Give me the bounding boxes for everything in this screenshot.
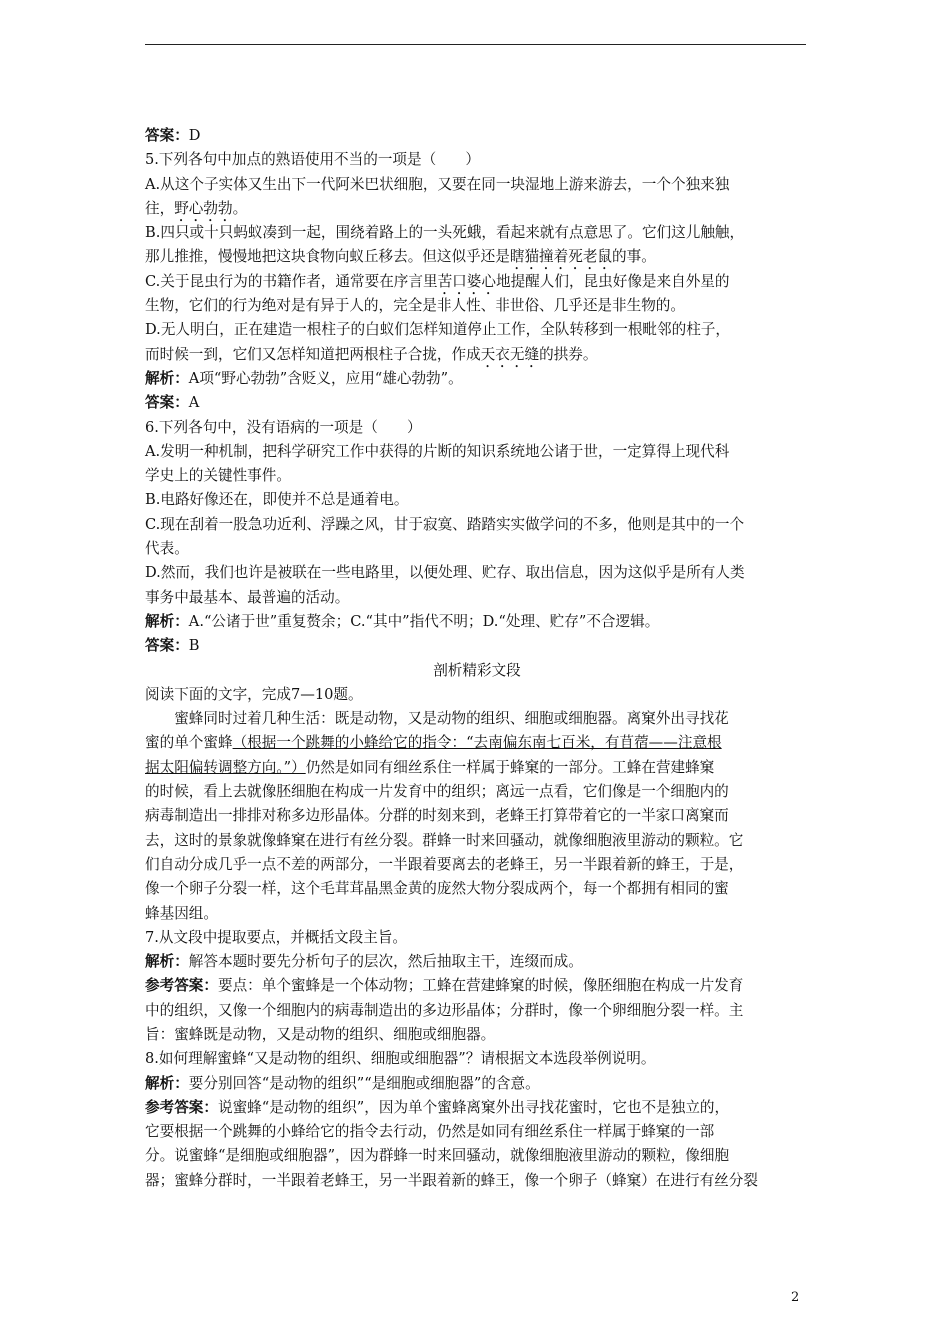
text-segment: 往， xyxy=(145,199,175,217)
q6-stem: 6.下列各句中，没有语病的一项是（ ） xyxy=(145,418,422,436)
q4-answer xyxy=(145,124,809,148)
analysis-text: A.“公诸于世”重复赘余；C.“其中”指代不明；D.“处理、贮存”不合逻辑。 xyxy=(188,612,660,630)
q5-stem: 5.下列各句中加点的熟语使用不当的一项是（ ） xyxy=(145,151,480,169)
q6-option-b: B.电路好像还在，即使并不总是通着电。 xyxy=(145,491,409,509)
text-segment: 的拱券。 xyxy=(539,345,598,363)
answer-value: A xyxy=(188,394,200,412)
text-segment: 的事。 xyxy=(612,248,656,266)
q8-reference-line1 xyxy=(145,1096,809,1120)
passage-line: 蜂基因组。 xyxy=(145,904,218,922)
emphasized-idiom: 野心勃勃 xyxy=(174,199,233,217)
q5-option-d-line2 xyxy=(145,343,809,367)
text-segment: 而时候一到，它们又怎样知道把两根柱子合拢，作成 xyxy=(145,345,481,363)
text-segment: 。 xyxy=(232,199,248,217)
q5-option-a-line1: A.从这个子实体又生出下一代阿米巴状细胞，又要在同一块湿地上游来游去，一个个独来独 xyxy=(145,175,730,193)
reference-text: 要点：单个蜜蜂是一个体动物；工蜂在营建蜂窠的时候，像胚细胞在构成一片发育 xyxy=(217,977,744,995)
passage-line: 蜜蜂同时过着几种生活：既是动物，又是动物的组织、细胞或细胞器。离窠外出寻找花 xyxy=(174,710,729,728)
q6-option-c-line1: C.现在刮着一股急功近利、浮躁之风，甘于寂寞、踏踏实实做学问的不多，他则是其中的一个 xyxy=(145,515,745,533)
q5-option-a-line2 xyxy=(145,197,809,221)
text-segment: 蜜的单个蜜蜂 xyxy=(145,734,233,752)
document-body xyxy=(145,124,809,1193)
q5-option-d-line1: D.无人明白，正在建造一根柱子的白蚁们怎样知道停止工作，全队转移到一根毗邻的柱子， xyxy=(145,321,730,339)
q8-reference-line3: 分。说蜜蜂“是细胞或细胞器”，因为群蜂一时来回骚动，就像细胞液里游动的颗粒，像细胞 xyxy=(145,1147,730,1165)
analysis-text: 要分别回答“是动物的组织”“是细胞或细胞器”的含意。 xyxy=(188,1074,540,1092)
underlined-quote: 据太阳偏转调整方向。”） xyxy=(145,758,306,776)
q7-reference-line3: 旨：蜜蜂既是动物，又是动物的组织、细胞或细胞器。 xyxy=(145,1025,496,1043)
q7-analysis xyxy=(145,950,809,974)
underlined-quote: （根据一个跳舞的小蜂给它的指令：“去南偏东南七百米，有苜蓿——注意根 xyxy=(232,734,722,752)
passage-line: 像一个卵子分裂一样，这个毛茸茸晶黑金黄的庞然大物分裂成两个，每一个都拥有相同的蜜 xyxy=(145,880,729,898)
q5-option-c-line2: 生物，它们的行为绝对是有异于人的，完全是非人性、非世俗、几乎还是非生物的。 xyxy=(145,297,685,315)
section-title: 剖析精彩文段 xyxy=(433,661,521,679)
analysis-label: 解析： xyxy=(145,612,189,630)
q6-option-a-line1: A.发明一种机制，把科学研究工作中获得的片断的知识系统地公诸于世，一定算得上现代科 xyxy=(145,442,730,460)
passage-line xyxy=(145,731,809,755)
reference-label: 参考答案： xyxy=(145,977,218,995)
passage-line: 去，这时的景象就像蜂窠在进行有丝分裂。群蜂一时来回骚动，就像细胞液里游动的颗粒。它 xyxy=(145,831,744,849)
analysis-label: 解析： xyxy=(145,369,189,387)
text-segment: 那儿推推，慢慢地把这块食物向蚁丘移去。但这似乎还是 xyxy=(145,248,510,266)
q6-option-d-line2: 事务中最基本、最普遍的活动。 xyxy=(145,588,350,606)
q7-reference-line1 xyxy=(145,974,809,998)
passage-line: 们自动分成几乎一点不差的两部分，一半跟着要离去的老蜂王，另一半跟着新的蜂王，于是， xyxy=(145,855,744,873)
q6-analysis xyxy=(145,610,809,634)
answer-value: B xyxy=(188,637,200,655)
page-number: 2 xyxy=(791,1290,800,1305)
q5-option-b-line2 xyxy=(145,245,809,269)
answer-label: 答案： xyxy=(145,127,189,144)
q8-reference-line2: 它要根据一个跳舞的小蜂给它的指令去行动，仍然是如同有细丝系住一样属于蜂窠的一部 xyxy=(145,1123,715,1141)
section-instruction: 阅读下面的文字，完成7—10题。 xyxy=(145,685,363,703)
reference-text: 说蜜蜂“是动物的组织”，因为单个蜜蜂离窠外出寻找花蜜时，它也不是独立的， xyxy=(217,1098,730,1116)
q5-analysis xyxy=(145,367,809,391)
header-rule xyxy=(145,44,806,45)
q5-option-c-line1 xyxy=(145,270,809,294)
emphasized-idiom: 苦口婆心 xyxy=(437,272,496,290)
emphasized-idiom: 瞎猫撞着死老鼠 xyxy=(509,248,613,266)
passage-line xyxy=(145,756,809,780)
q7-stem: 7.从文段中提取要点，并概括文段主旨。 xyxy=(145,928,408,946)
q5-answer xyxy=(145,391,809,415)
passage-line: 的时候，看上去就像胚细胞在构成一片发育中的组织；离远一点看，它们像是一个细胞内的 xyxy=(145,783,729,801)
q6-option-a-line2: 学史上的关键性事件。 xyxy=(145,467,291,485)
reference-label: 参考答案： xyxy=(145,1098,218,1116)
q8-stem: 8.如何理解蜜蜂“又是动物的组织、细胞或细胞器”？请根据文本选段举例说明。 xyxy=(145,1050,656,1068)
text-segment: 地提醒人们，昆虫好像是来自外星的 xyxy=(495,272,730,290)
emphasized-idiom: 天衣无缝 xyxy=(480,345,540,363)
q6-option-d-line1: D.然而，我们也许是被联在一些电路里，以便处理、贮存、取出信息，因为这似乎是所有人类 xyxy=(145,564,745,582)
q6-answer xyxy=(145,634,809,658)
analysis-label: 解析： xyxy=(145,953,189,971)
q5-option-b-line1: B.四只或十只蚂蚁凑到一起，围绕着路上的一头死蛾，看起来就有点意思了。它们这儿触触， xyxy=(145,224,745,242)
q7-reference-line2: 中的组织，又像一个细胞内的病毒制造出的多边形晶体；分群时，像一个卵细胞分裂一样。主 xyxy=(145,1001,744,1019)
answer-label: 答案： xyxy=(145,637,189,655)
q8-reference-line4: 器；蜜蜂分群时，一半跟着老蜂王，另一半跟着新的蜂王，像一个卵子（蜂窠）在进行有丝分裂 xyxy=(145,1171,758,1189)
q8-analysis xyxy=(145,1072,809,1096)
passage-line: 病毒制造出一排排对称多边形晶体。分群的时刻来到，老蜂王打算带着它的一半家口离窠而 xyxy=(145,807,729,825)
analysis-text: 解答本题时要先分析句子的层次，然后抽取主干，连缀而成。 xyxy=(188,953,583,971)
answer-label: 答案： xyxy=(145,394,189,412)
text-segment: 仍然是如同有细丝系住一样属于蜂窠的一部分。工蜂在营建蜂窠 xyxy=(305,758,715,776)
q6-option-c-line2: 代表。 xyxy=(145,540,189,558)
text-segment: C.关于昆虫行为的书籍作者，通常要在序言里 xyxy=(145,272,438,290)
analysis-text: A项“野心勃勃”含贬义，应用“雄心勃勃”。 xyxy=(188,369,463,387)
answer-value: D xyxy=(188,127,201,144)
analysis-label: 解析： xyxy=(145,1074,189,1092)
